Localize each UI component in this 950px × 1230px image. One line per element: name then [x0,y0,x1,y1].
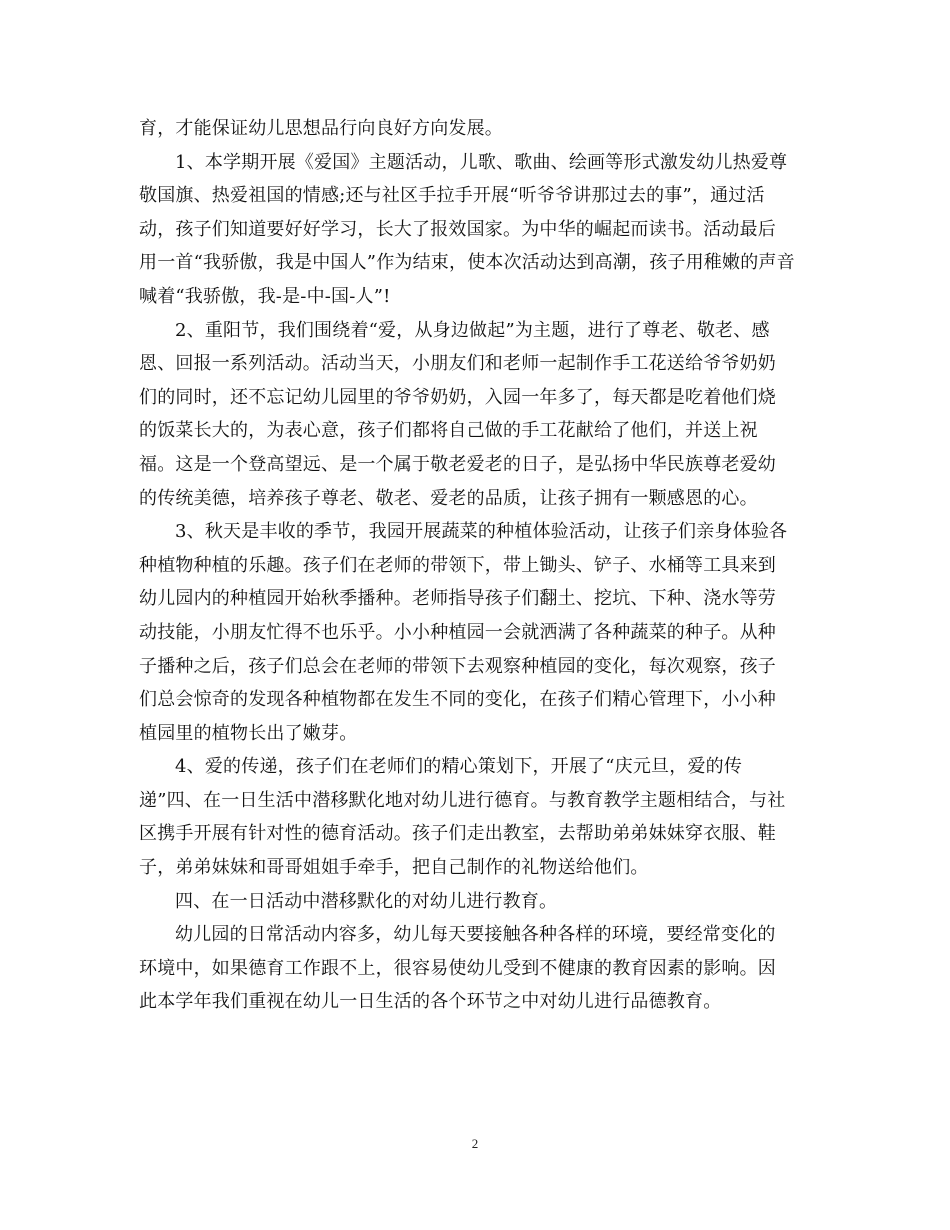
text-line: 们的同时，还不忘记幼儿园里的爷爷奶奶，入园一年多了，每天都是吃着他们烧 [139,386,776,408]
text-line: 3、秋天是丰收的季节，我园开展蔬菜的种植体验活动，让孩子们亲身体验各 [175,521,788,543]
text-line: 此本学年我们重视在幼儿一日生活的各个环节之中对幼儿进行品德教育。 [139,991,722,1013]
text-line: 喊着“我骄傲，我-是-中-国-人”! [139,285,391,307]
text-line: 4、爱的传递，孩子们在老师们的精心策划下，开展了“庆元旦，爱的传 [175,756,743,778]
text-line: 2、重阳节，我们围绕着“爱，从身边做起”为主题，进行了尊老、敬老、感 [175,319,770,341]
text-line: 子，弟弟妹妹和哥哥姐姐手牵手，把自己制作的礼物送给他们。 [139,857,649,879]
text-line: 幼儿园的日常活动内容多，幼儿每天要接触各种各样的环境，要经常变化的 [175,924,776,946]
page-number: 2 [471,1136,479,1151]
text-line: 种植物种植的乐趣。孩子们在老师的带领下，带上锄头、铲子、水桶等工具来到 [139,554,776,576]
text-line: 动，孩子们知道要好好学习，长大了报效国家。为中华的崛起而读书。活动最后 [139,218,776,240]
text-line: 递”四、在一日生活中潜移默化地对幼儿进行德育。与教育教学主题相结合，与社 [139,789,786,811]
text-line: 幼儿园内的种植园开始秋季播种。老师指导孩子们翻土、挖坑、下种、浇水等劳 [139,588,776,610]
text-line: 恩、回报一系列活动。活动当天，小朋友们和老师一起制作手工花送给爷爷奶奶 [139,353,776,375]
text-line: 育，才能保证幼儿思想品行向良好方向发展。 [139,118,503,139]
text-line: 福。这是一个登高望远、是一个属于敬老爱老的日子，是弘扬中华民族尊老爱幼 [139,453,776,475]
document-body [139,112,819,1019]
text-line: 的传统美德，培养孩子尊老、敬老、爱老的品质，让孩子拥有一颗感恩的心。 [139,487,758,509]
text-line: 1、本学期开展《爱国》主题活动，儿歌、歌曲、绘画等形式激发幼儿热爱尊 [175,151,788,173]
text-line: 子播种之后，孩子们总会在老师的带领下去观察种植园的变化，每次观察，孩子 [139,655,776,677]
text-line: 用一首“我骄傲，我是中国人”作为结束，使本次活动达到高潮，孩子用稚嫩的声音 [139,252,795,274]
text-line: 动技能，小朋友忙得不也乐乎。小小种植园一会就洒满了各种蔬菜的种子。从种 [139,621,776,643]
text-line: 的饭菜长大的，为表心意，孩子们都将自己做的手工花献给了他们，并送上祝 [139,420,758,442]
text-line: 四、在一日活动中潜移默化的对幼儿进行教育。 [175,890,558,912]
text-line: 区携手开展有针对性的德育活动。孩子们走出教室，去帮助弟弟妹妹穿衣服、鞋 [139,823,776,845]
text-line: 们总会惊奇的发现各种植物都在发生不同的变化，在孩子们精心管理下，小小种 [139,689,776,711]
text-line: 植园里的植物长出了嫩芽。 [139,722,358,744]
text-line: 环境中，如果德育工作跟不上，很容易使幼儿受到不健康的教育因素的影响。因 [139,957,776,979]
text-line: 敬国旗、热爱祖国的情感;还与社区手拉手开展“听爷爷讲那过去的事”，通过活 [139,185,765,207]
